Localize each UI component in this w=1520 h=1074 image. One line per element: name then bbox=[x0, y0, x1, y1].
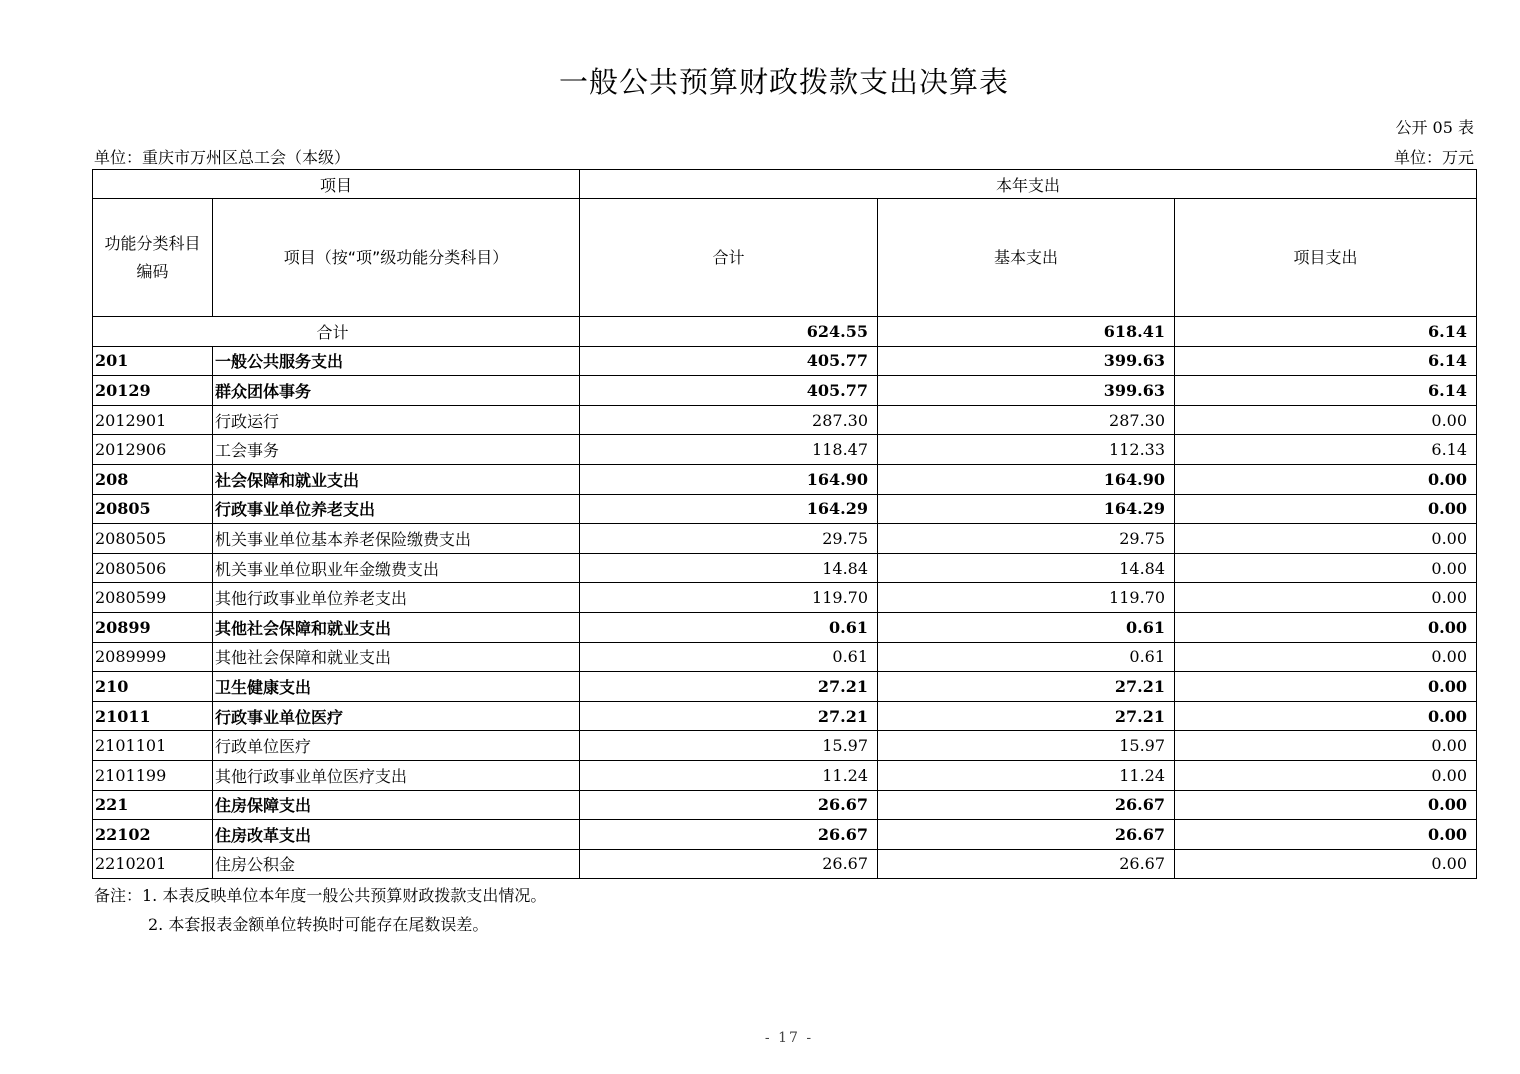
header-project: 项目 bbox=[93, 170, 580, 199]
row-name: 其他社会保障和就业支出 bbox=[213, 642, 580, 672]
table-row bbox=[93, 760, 1477, 790]
row-project: 0.00 bbox=[1175, 849, 1477, 879]
row-code: 2101199 bbox=[93, 760, 213, 790]
table-row bbox=[93, 701, 1477, 731]
row-basic: 15.97 bbox=[878, 731, 1175, 761]
header-basic: 基本支出 bbox=[878, 199, 1175, 317]
row-name: 卫生健康支出 bbox=[213, 672, 580, 702]
row-project: 0.00 bbox=[1175, 405, 1477, 435]
row-basic: 11.24 bbox=[878, 760, 1175, 790]
row-total: 26.67 bbox=[580, 849, 878, 879]
table-row bbox=[93, 820, 1477, 850]
row-project: 0.00 bbox=[1175, 494, 1477, 524]
money-unit: 单位：万元 bbox=[1393, 148, 1474, 167]
row-total: 0.61 bbox=[580, 642, 878, 672]
row-name: 社会保障和就业支出 bbox=[213, 464, 580, 494]
row-code: 20899 bbox=[93, 612, 213, 642]
table-row bbox=[93, 376, 1477, 406]
row-total: 164.90 bbox=[580, 464, 878, 494]
row-name: 行政事业单位医疗 bbox=[213, 701, 580, 731]
row-basic: 0.61 bbox=[878, 642, 1175, 672]
row-basic: 287.30 bbox=[878, 405, 1175, 435]
row-total: 27.21 bbox=[580, 701, 878, 731]
row-total: 14.84 bbox=[580, 553, 878, 583]
organization-unit: 单位：重庆市万州区总工会（本级） bbox=[94, 148, 351, 167]
row-name: 群众团体事务 bbox=[213, 376, 580, 406]
row-project: 0.00 bbox=[1175, 553, 1477, 583]
row-basic: 399.63 bbox=[878, 376, 1175, 406]
row-basic: 119.70 bbox=[878, 583, 1175, 613]
header-project-expenditure: 项目支出 bbox=[1175, 199, 1477, 317]
row-code: 221 bbox=[93, 790, 213, 820]
table-row bbox=[93, 346, 1477, 376]
row-total: 119.70 bbox=[580, 583, 878, 613]
row-code: 210 bbox=[93, 672, 213, 702]
row-project: 0.00 bbox=[1175, 672, 1477, 702]
row-project: 0.00 bbox=[1175, 583, 1477, 613]
row-name: 机关事业单位职业年金缴费支出 bbox=[213, 553, 580, 583]
row-total: 27.21 bbox=[580, 672, 878, 702]
table-row bbox=[93, 524, 1477, 554]
table-row bbox=[93, 731, 1477, 761]
row-basic: 27.21 bbox=[878, 701, 1175, 731]
row-code: 21011 bbox=[93, 701, 213, 731]
row-basic: 399.63 bbox=[878, 346, 1175, 376]
row-code: 2080505 bbox=[93, 524, 213, 554]
table-row bbox=[93, 583, 1477, 613]
row-code: 201 bbox=[93, 346, 213, 376]
row-name: 机关事业单位基本养老保险缴费支出 bbox=[213, 524, 580, 554]
row-code: 2101101 bbox=[93, 731, 213, 761]
table-row bbox=[93, 790, 1477, 820]
header-current-year: 本年支出 bbox=[580, 170, 1477, 199]
note-1: 备注：1. 本表反映单位本年度一般公共预算财政拨款支出情况。 bbox=[94, 886, 547, 905]
table-row bbox=[93, 553, 1477, 583]
row-name: 住房改革支出 bbox=[213, 820, 580, 850]
header-total: 合计 bbox=[580, 199, 878, 317]
row-code: 208 bbox=[93, 464, 213, 494]
page-title: 一般公共预算财政拨款支出决算表 bbox=[558, 65, 1009, 99]
row-name: 行政运行 bbox=[213, 405, 580, 435]
row-basic: 29.75 bbox=[878, 524, 1175, 554]
row-code: 22102 bbox=[93, 820, 213, 850]
table-row bbox=[93, 642, 1477, 672]
expenditure-table bbox=[92, 169, 1477, 879]
page-number: - 17 - bbox=[764, 1030, 814, 1046]
row-basic: 26.67 bbox=[878, 790, 1175, 820]
row-basic: 26.67 bbox=[878, 849, 1175, 879]
row-project: 6.14 bbox=[1175, 435, 1477, 465]
total-basic: 618.41 bbox=[878, 317, 1175, 347]
row-total: 11.24 bbox=[580, 760, 878, 790]
table-row bbox=[93, 849, 1477, 879]
row-code: 20129 bbox=[93, 376, 213, 406]
row-basic: 164.29 bbox=[878, 494, 1175, 524]
row-project: 0.00 bbox=[1175, 464, 1477, 494]
row-code: 2012901 bbox=[93, 405, 213, 435]
row-code: 2080506 bbox=[93, 553, 213, 583]
row-project: 6.14 bbox=[1175, 346, 1477, 376]
row-code: 2210201 bbox=[93, 849, 213, 879]
row-project: 0.00 bbox=[1175, 790, 1477, 820]
row-basic: 26.67 bbox=[878, 820, 1175, 850]
row-name: 住房公积金 bbox=[213, 849, 580, 879]
total-label: 合计 bbox=[93, 317, 580, 347]
table-row bbox=[93, 405, 1477, 435]
row-name: 一般公共服务支出 bbox=[213, 346, 580, 376]
row-project: 0.00 bbox=[1175, 731, 1477, 761]
row-total: 15.97 bbox=[580, 731, 878, 761]
row-project: 6.14 bbox=[1175, 376, 1477, 406]
row-code: 20805 bbox=[93, 494, 213, 524]
row-total: 29.75 bbox=[580, 524, 878, 554]
row-basic: 27.21 bbox=[878, 672, 1175, 702]
total-row bbox=[93, 317, 1477, 347]
header-code: 功能分类科目编码 bbox=[93, 199, 213, 317]
row-project: 0.00 bbox=[1175, 612, 1477, 642]
row-name: 工会事务 bbox=[213, 435, 580, 465]
row-basic: 14.84 bbox=[878, 553, 1175, 583]
table-row bbox=[93, 612, 1477, 642]
row-name: 其他社会保障和就业支出 bbox=[213, 612, 580, 642]
table-row bbox=[93, 494, 1477, 524]
row-total: 26.67 bbox=[580, 820, 878, 850]
row-basic: 164.90 bbox=[878, 464, 1175, 494]
row-project: 0.00 bbox=[1175, 701, 1477, 731]
table-row bbox=[93, 464, 1477, 494]
row-name: 住房保障支出 bbox=[213, 790, 580, 820]
row-project: 0.00 bbox=[1175, 760, 1477, 790]
row-project: 0.00 bbox=[1175, 642, 1477, 672]
row-total: 0.61 bbox=[580, 612, 878, 642]
row-name: 行政单位医疗 bbox=[213, 731, 580, 761]
row-total: 164.29 bbox=[580, 494, 878, 524]
row-name: 其他行政事业单位养老支出 bbox=[213, 583, 580, 613]
table-number: 公开 05 表 bbox=[1395, 118, 1474, 137]
row-basic: 112.33 bbox=[878, 435, 1175, 465]
header-item: 项目（按“项”级功能分类科目） bbox=[213, 199, 580, 317]
row-code: 2080599 bbox=[93, 583, 213, 613]
row-name: 行政事业单位养老支出 bbox=[213, 494, 580, 524]
table-row bbox=[93, 672, 1477, 702]
row-basic: 0.61 bbox=[878, 612, 1175, 642]
row-code: 2089999 bbox=[93, 642, 213, 672]
row-total: 118.47 bbox=[580, 435, 878, 465]
total-sum: 624.55 bbox=[580, 317, 878, 347]
row-total: 287.30 bbox=[580, 405, 878, 435]
total-project: 6.14 bbox=[1175, 317, 1477, 347]
row-project: 0.00 bbox=[1175, 820, 1477, 850]
note-2: 2. 本套报表金额单位转换时可能存在尾数误差。 bbox=[148, 915, 489, 934]
row-code: 2012906 bbox=[93, 435, 213, 465]
row-total: 405.77 bbox=[580, 376, 878, 406]
row-total: 405.77 bbox=[580, 346, 878, 376]
table-row bbox=[93, 435, 1477, 465]
row-name: 其他行政事业单位医疗支出 bbox=[213, 760, 580, 790]
row-project: 0.00 bbox=[1175, 524, 1477, 554]
row-total: 26.67 bbox=[580, 790, 878, 820]
